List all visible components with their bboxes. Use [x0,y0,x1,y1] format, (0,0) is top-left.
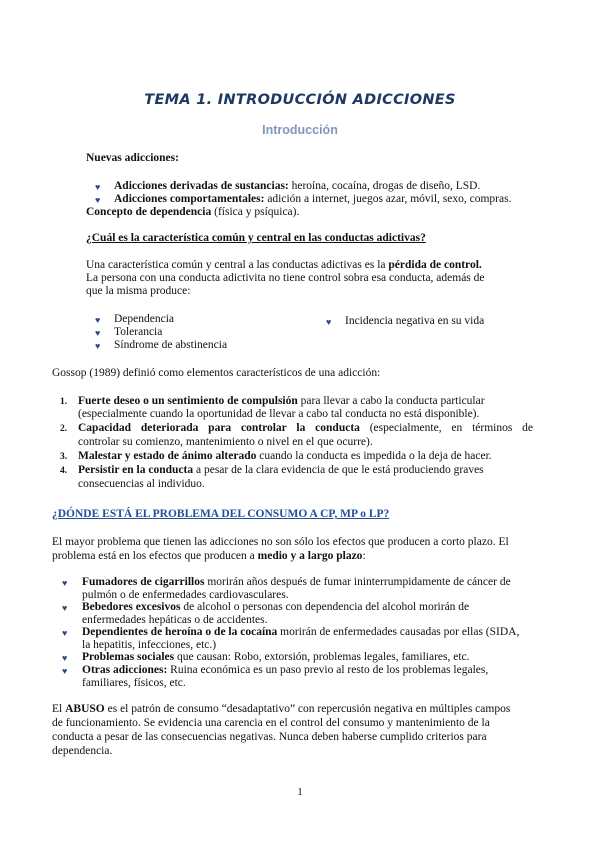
abuse-paragraph-line: de funcionamiento. Se evidencia una carencia en el control del consumo y mantenimiento de la [52,717,490,729]
list-item: Persistir en la conducta a pesar de la clara evidencia de que le está produciendo graves [78,464,484,476]
list-item: Incidencia negativa en su vida [345,315,485,327]
paragraph-line: problema está en los efectos que producen a medio y a largo plazo: [52,550,366,562]
list-item: Problemas sociales que causan: Robo, extorsión, problemas legales, familiares, etc. [82,651,470,663]
list-number: 1. [60,397,68,407]
paragraph-line: que la misma produce: [86,285,191,297]
heart-bullet-icon: ♥ [62,628,68,638]
central-characteristic-question: ¿Cuál es la característica común y central en las conductas adictivas? [86,232,426,244]
document-title: TEMA 1. INTRODUCCIÓN ADICCIONES [144,92,456,108]
paragraph: Una característica común y central a las conductas adictivas es la pérdida de control. [86,259,482,271]
list-item: Dependencia [114,313,175,325]
list-item: Adicciones derivadas de sustancias: heroína, cocaína, drogas de diseño, LSD. [114,180,481,192]
heart-bullet-icon: ♥ [62,603,68,613]
heart-bullet-icon: ♥ [95,315,101,325]
list-item: Síndrome de abstinencia [114,339,228,351]
heart-bullet-icon: ♥ [95,182,101,192]
dependency-concept: Concepto de dependencia (física y psíquica). [86,206,300,218]
consumption-problem-heading: ¿DÓNDE ESTÁ EL PROBLEMA DEL CONSUMO A CP, MP o LP? [52,508,390,520]
new-addictions-heading: Nuevas adicciones: [86,152,179,164]
list-item: Otras adicciones: Ruina económica es un paso previo al resto de los problemas legales, [82,664,489,676]
list-item: Malestar y estado de ánimo alterado cuando la conducta es impedida o la deja de hacer. [78,450,492,462]
list-number: 4. [60,466,68,476]
list-item: Dependientes de heroína o de la cocaína morirán de enfermedades causadas por ellas (SIDA, [82,626,520,638]
heart-bullet-icon: ♥ [95,341,101,351]
heart-bullet-icon: ♥ [95,195,101,205]
list-item: Adicciones comportamentales: adición a internet, juegos azar, móvil, sexo, compras. [114,193,512,205]
list-item: Fuerte deseo o un sentimiento de compulsión para llevar a cabo la conducta particular [78,395,485,407]
paragraph-line: La persona con una conducta adictivita no tiene control sobra esa conducta, además de [86,272,485,284]
heart-bullet-icon: ♥ [62,653,68,663]
list-number: 3. [60,452,68,462]
list-item: Capacidad deteriorada para controlar la conducta (especialmente, en términos de [78,422,534,434]
list-item-line: pulmón o de enfermedades cardiovasculares. [82,589,289,601]
list-item: Bebedores excesivos de alcohol o personas con dependencia del alcohol morirán de [82,601,470,613]
page-number: 1 [297,786,303,798]
list-item-line: la hepatitis, infecciones, etc.) [82,639,217,651]
list-item-line: enfermedades hepáticas o de accidentes. [82,614,268,626]
list-number: 2. [60,424,68,434]
abuse-paragraph-line: conducta a pesar de las consecuencias negativas. Nunca deben haberse cumplido criterios para [52,731,487,743]
list-item-line: familiares, físicos, etc. [82,677,186,689]
list-item-line: controlar su comienzo, mantenimiento o nivel en el que ocurre). [78,436,373,448]
abuse-paragraph-line: dependencia. [52,745,113,757]
list-item-line: consecuencias al individuo. [78,478,205,490]
heart-bullet-icon: ♥ [62,666,68,676]
paragraph-line: El mayor problema que tienen las adicciones no son sólo los efectos que producen a corto plazo. El [52,536,509,548]
gossop-intro: Gossop (1989) definió como elementos característicos de una adicción: [52,367,381,379]
heart-bullet-icon: ♥ [62,578,68,588]
heart-bullet-icon: ♥ [95,328,101,338]
list-item: Fumadores de cigarrillos morirán años después de fumar ininterrumpidamente de cáncer de [82,576,511,588]
abuse-paragraph-line: El ABUSO es el patrón de consumo “desadaptativo” con repercusión negativa en múltiples campos [52,703,511,715]
list-item: Tolerancia [114,326,163,338]
heart-bullet-icon: ♥ [326,317,332,327]
document-subtitle: Introducción [262,123,338,137]
list-item-line: (especialmente cuando la oportunidad de llevar a cabo tal conducta no está disponible). [78,408,480,420]
